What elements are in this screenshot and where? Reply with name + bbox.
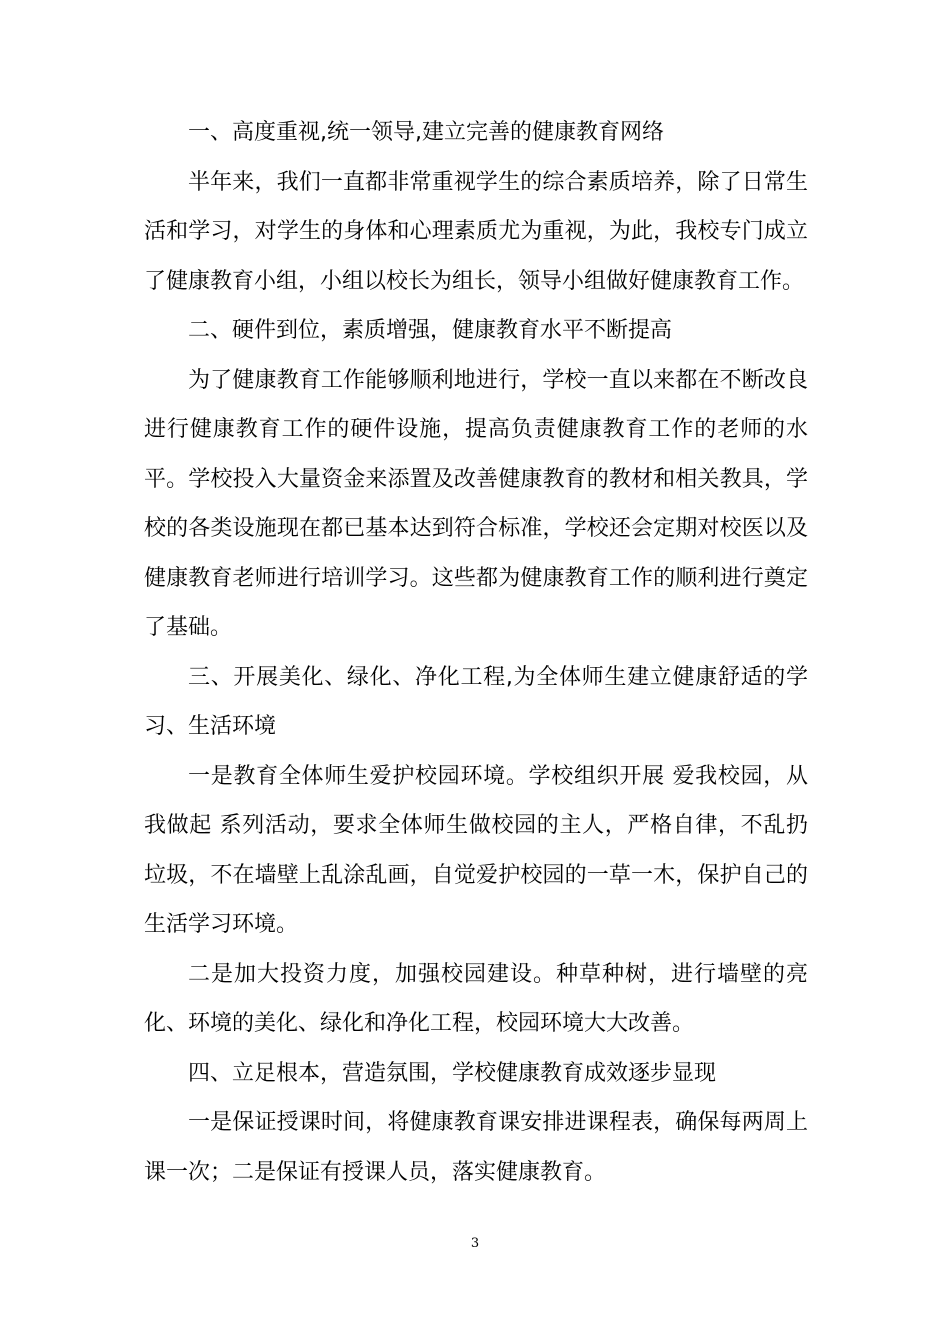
section-heading-4: 四、立足根本，营造氛围，学校健康教育成效逐步显现 [188, 1060, 717, 1086]
body-paragraph-2: 为了健康教育工作能够顺利地进行，学校一直以来都在不断改良进行健康教育工作的硬件设施，提高负责健康教育工作的老师的水平。学校投入大量资金来添置及改善健康教育的教材和相关教具，学校的各类设施现在都已基本达到符合标准，学校还会定期对校医以及健康教育老师进行培训学习。这些都为健康教育工作的顺利进行奠定了基础。 [144, 367, 808, 640]
section-heading-3: 三、开展美化、绿化、净化工程,为全体师生建立健康舒适的学习、生活环境 [144, 664, 808, 739]
body-paragraph-3: 一是教育全体师生爱护校园环境。学校组织开展 爱我校园，从我做起 系列活动，要求全体师生做校园的主人，严格自律，不乱扔垃圾，不在墙壁上乱涂乱画，自觉爱护校园的一草一木，保护自己的生活学习环境。 [144, 763, 808, 937]
body-paragraph-4: 二是加大投资力度，加强校园建设。种草种树，进行墙壁的亮化、环境的美化、绿化和净化工程，校园环境大大改善。 [144, 961, 808, 1036]
body-paragraph-1: 半年来，我们一直都非常重视学生的综合素质培养，除了日常生活和学习，对学生的身体和心理素质尤为重视，为此，我校专门成立了健康教育小组，小组以校长为组长，领导小组做好健康教育工作。 [144, 169, 808, 294]
section-heading-1: 一、高度重视,统一领导,建立完善的健康教育网络 [188, 120, 664, 145]
body-paragraph-5: 一是保证授课时间，将健康教育课安排进课程表，确保每两周上课一次；二是保证有授课人员，落实健康教育。 [144, 1110, 808, 1185]
body-text [144, 108, 808, 1197]
section-heading-2: 二、硬件到位，素质增强，健康教育水平不断提高 [188, 318, 673, 343]
page-number: 3 [470, 1236, 480, 1251]
